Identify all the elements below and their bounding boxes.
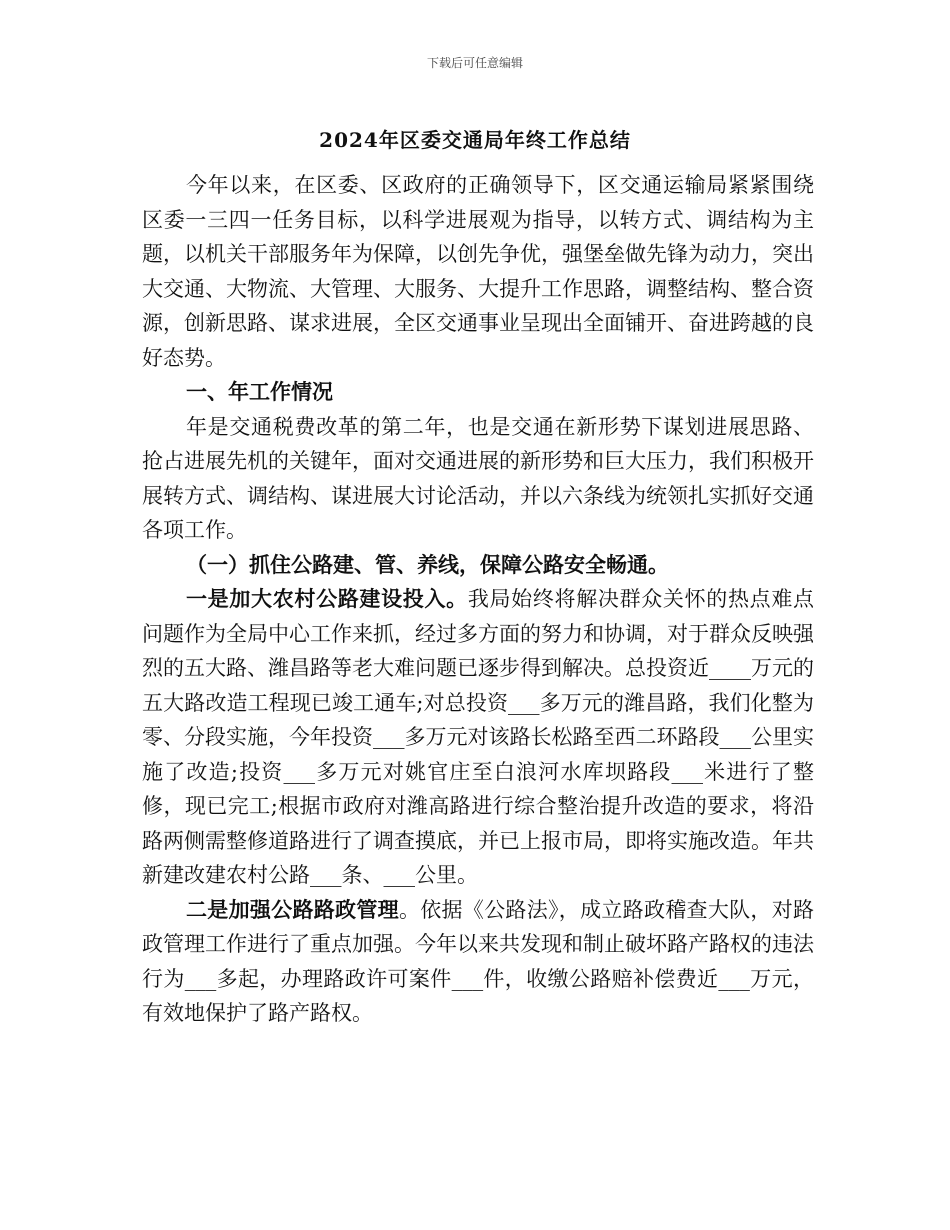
section-1-heading: 一、年工作情况: [186, 379, 333, 404]
item-1-lead: 一是加大农村公路建设投入。: [186, 586, 468, 611]
item-2-lead: 二是加强公路路政管理: [186, 896, 399, 922]
document-body: [142, 168, 814, 1031]
intro-paragraph: 今年以来，在区委、区政府的正确领导下，区交通运输局紧紧围绕区委一三四一任务目标，以科学进展观为指导，以转方式、调结构为主题，以机关干部服务年为保障，以创先争优，强堡垒做先锋为动力，突出大交通、大物流、大管理、大服务、大提升工作思路，调整结构、整合资源，创新思路、谋求进展，全区交通事业呈现出全面铺开、奋进跨越的良好态势。: [142, 173, 814, 370]
item-1-paragraph: [142, 582, 814, 893]
item-2-text: 。依据《公路法》，成立路政稽查大队，对路政管理工作进行了重点加强。今年以来共发现和制止破坏路产路权的违法行为___多起，办理路政许可案件___件，收缴公路赔补偿费近___万元，有效地保护了路产路权。: [142, 897, 815, 1025]
header-note: 下载后可任意编辑: [426, 56, 523, 70]
subsection-1-heading: （一）抓住公路建、管、养线，保障公路安全畅通。: [186, 551, 669, 577]
section-1-paragraph: 年是交通税费改革的第二年，也是交通在新形势下谋划进展思路、抢占进展先机的关键年，面对交通进展的新形势和巨大压力，我们积极开展转方式、调结构、谋进展大讨论活动，并以六条线为统领扎实抓好交通各项工作。: [142, 414, 814, 542]
item-1-text: 我局始终将解决群众关怀的热点难点问题作为全局中心工作来抓，经过多方面的努力和协调，对于群众反映强烈的五大路、潍昌路等老大难问题已逐步得到解决。总投资近____万元的五大路改造工程现已竣工通车;对总投资___多万元的潍昌路，我们化整为零、分段实施，今年投资___多万元对该路长松路至西二环路段___公里实施了改造;投资___多万元对姚官庄至白浪河水库坝路段___米进行了整修，现已完工;根据市政府对潍高路进行综合整治提升改造的要求，将沿路两侧需整修道路进行了调查摸底，并已上报市局，即将实施改造。年共新建改建农村公路___条、___公里。: [142, 587, 815, 887]
document-title: 2024年区委交通局年终工作总结: [319, 128, 631, 152]
item-2-paragraph: [142, 893, 814, 1031]
